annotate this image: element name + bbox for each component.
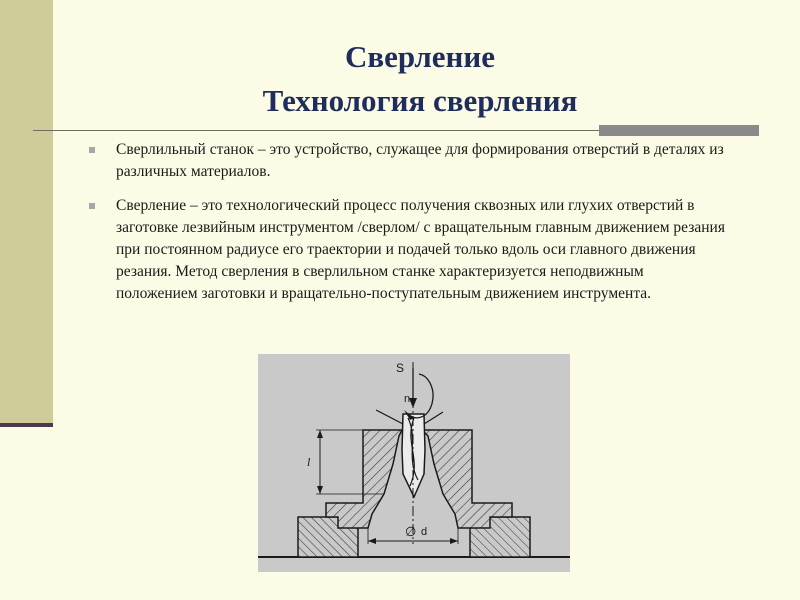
diameter-label: d (421, 526, 428, 538)
bullet-text: Сверление – это технологический процесс получения сквозных или глухих отверстий в заготовке лезвийным инструментом /сверлом/ с вращательным главным движением резания при постоянном радиусе его траектории и подачей только вдоль оси главного движения резания. Метод сверления в сверлильном станке характеризуется неподвижным положением заготовки и вращательно-поступательным движением инструмента. (116, 197, 725, 302)
slide-title (120, 35, 720, 123)
bullet-item (89, 139, 729, 183)
diameter-symbol: ∅ (405, 525, 417, 540)
bullet-square-icon (89, 147, 95, 153)
left-accent-underline (0, 423, 53, 427)
divider-accent-block (599, 125, 759, 136)
feed-label: S (396, 361, 405, 375)
feed-arrow-icon (409, 398, 417, 408)
workpiece-right (422, 430, 512, 528)
depth-label: l (307, 455, 311, 469)
rotation-label: n (404, 393, 411, 405)
title-line-1: Сверление (345, 39, 495, 74)
drilling-diagram (258, 354, 570, 572)
left-accent-bar (0, 0, 53, 423)
bullet-text: Сверлильный станок – это устройство, служащее для формирования отверстий в деталях из различных материалов. (116, 141, 724, 180)
bullet-item (89, 195, 729, 305)
workpiece-left (326, 430, 402, 528)
rotation-arrow-icon (408, 374, 433, 418)
title-line-2: Технология сверления (262, 83, 578, 118)
bullet-square-icon (89, 203, 95, 209)
